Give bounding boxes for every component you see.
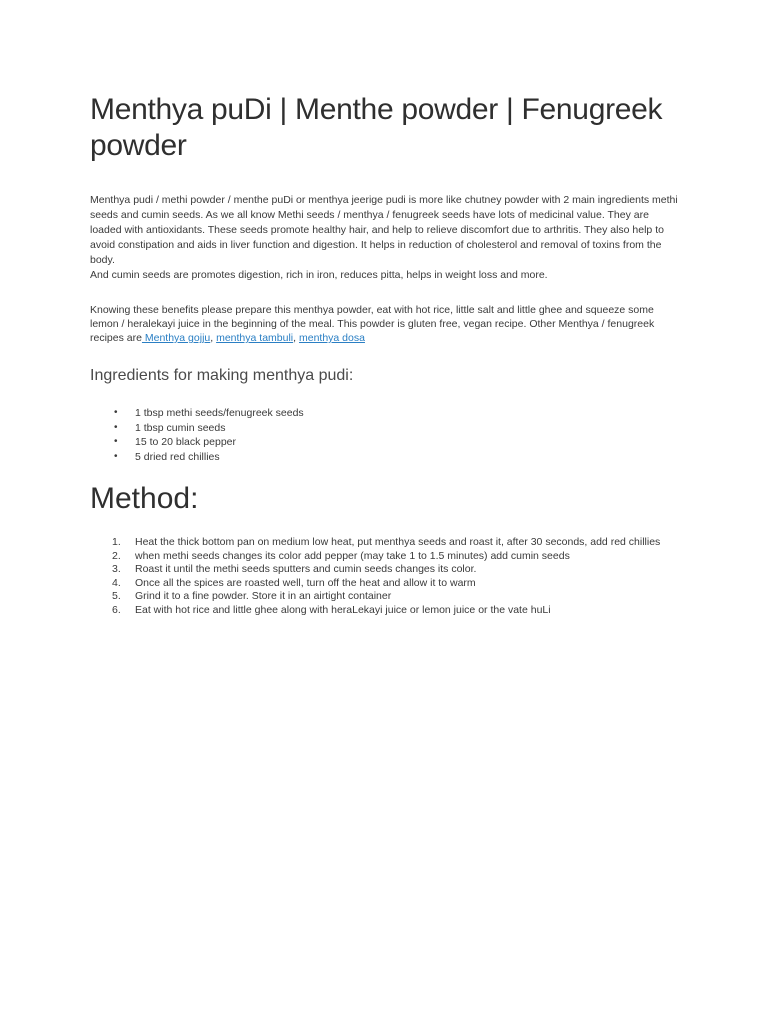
bullet-icon: •	[114, 436, 118, 447]
ingredient-text: 1 tbsp cumin seeds	[135, 421, 226, 434]
method-step	[90, 590, 680, 604]
bullet-icon: •	[114, 450, 118, 462]
link-menthya-tambuli[interactable]: menthya tambuli	[216, 332, 294, 344]
intro-paragraph	[90, 193, 680, 283]
bullet-icon: •	[114, 407, 118, 418]
step-number: 6.	[112, 603, 121, 616]
ingredient-item	[90, 406, 304, 421]
method-step	[90, 536, 680, 550]
step-text: Once all the spices are roasted well, turn off the heat and allow it to warm	[135, 576, 476, 589]
page-title: Menthya puDi | Menthe powder | Fenugreek powder	[90, 93, 663, 162]
method-steps-list	[90, 536, 680, 617]
ingredient-item	[90, 450, 304, 465]
method-heading: Method:	[90, 482, 199, 515]
link-menthya-gojju[interactable]: Menthya gojju	[141, 332, 211, 344]
benefits-paragraph-text: Knowing these benefits please prepare this menthya powder, eat with hot rice, little salt and little ghee and squeeze some lemon / heralekayi juice in the beginning of the meal. This powder is gluten free, vegan recipe. Other Menthya / fenugreek recipes are	[90, 304, 655, 344]
ingredients-heading: Ingredients for making menthya pudi:	[90, 367, 354, 384]
bullet-icon: •	[114, 421, 118, 433]
step-number: 1.	[112, 536, 121, 548]
ingredients-list	[90, 406, 304, 464]
step-text: when methi seeds changes its color add pepper (may take 1 to 1.5 minutes) add cumin seeds	[135, 549, 570, 562]
method-step	[90, 563, 680, 577]
step-number: 5.	[112, 590, 121, 602]
step-number: 2.	[112, 549, 121, 562]
ingredient-text: 5 dried red chillies	[135, 450, 220, 463]
step-text: Eat with hot rice and little ghee along with heraLekayi juice or lemon juice or the vate huLi	[135, 603, 551, 616]
step-text: Roast it until the methi seeds sputters and cumin seeds changes its color.	[135, 563, 477, 575]
method-step	[90, 604, 680, 618]
ingredient-item	[90, 435, 304, 450]
intro-paragraph-text: Menthya pudi / methi powder / menthe puDi or menthya jeerige pudi is more like chutney powder with 2 main ingredients methi seeds and cumin seeds. As we all know Methi seeds / menthya / fenugreek seeds have lots of medicinal value. They are loaded with antioxidants. These seeds promote healthy hair, and help to relieve discomfort due to arthritis. They also help to avoid constipation and aids in liver function and digestion. It helps in reduction of cholesterol and removal of toxins from the body.	[90, 194, 678, 266]
ingredient-text: 15 to 20 black pepper	[135, 436, 236, 448]
step-text: Heat the thick bottom pan on medium low heat, put menthya seeds and roast it, after 30 seconds, add red chillies	[135, 536, 661, 548]
step-text: Grind it to a fine powder. Store it in an airtight container	[135, 590, 392, 602]
step-number: 3.	[112, 563, 121, 575]
method-step	[90, 550, 680, 564]
method-step	[90, 577, 680, 591]
ingredient-item	[90, 421, 304, 436]
link-separator: ,	[293, 332, 299, 344]
cumin-benefits-text: And cumin seeds are promotes digestion, rich in iron, reduces pitta, helps in weight loss and more.	[90, 269, 548, 281]
ingredient-text: 1 tbsp methi seeds/fenugreek seeds	[135, 407, 304, 419]
benefits-paragraph	[90, 303, 680, 345]
link-menthya-dosa[interactable]: menthya dosa	[298, 332, 365, 344]
link-separator: ,	[210, 332, 217, 344]
step-number: 4.	[112, 576, 121, 589]
